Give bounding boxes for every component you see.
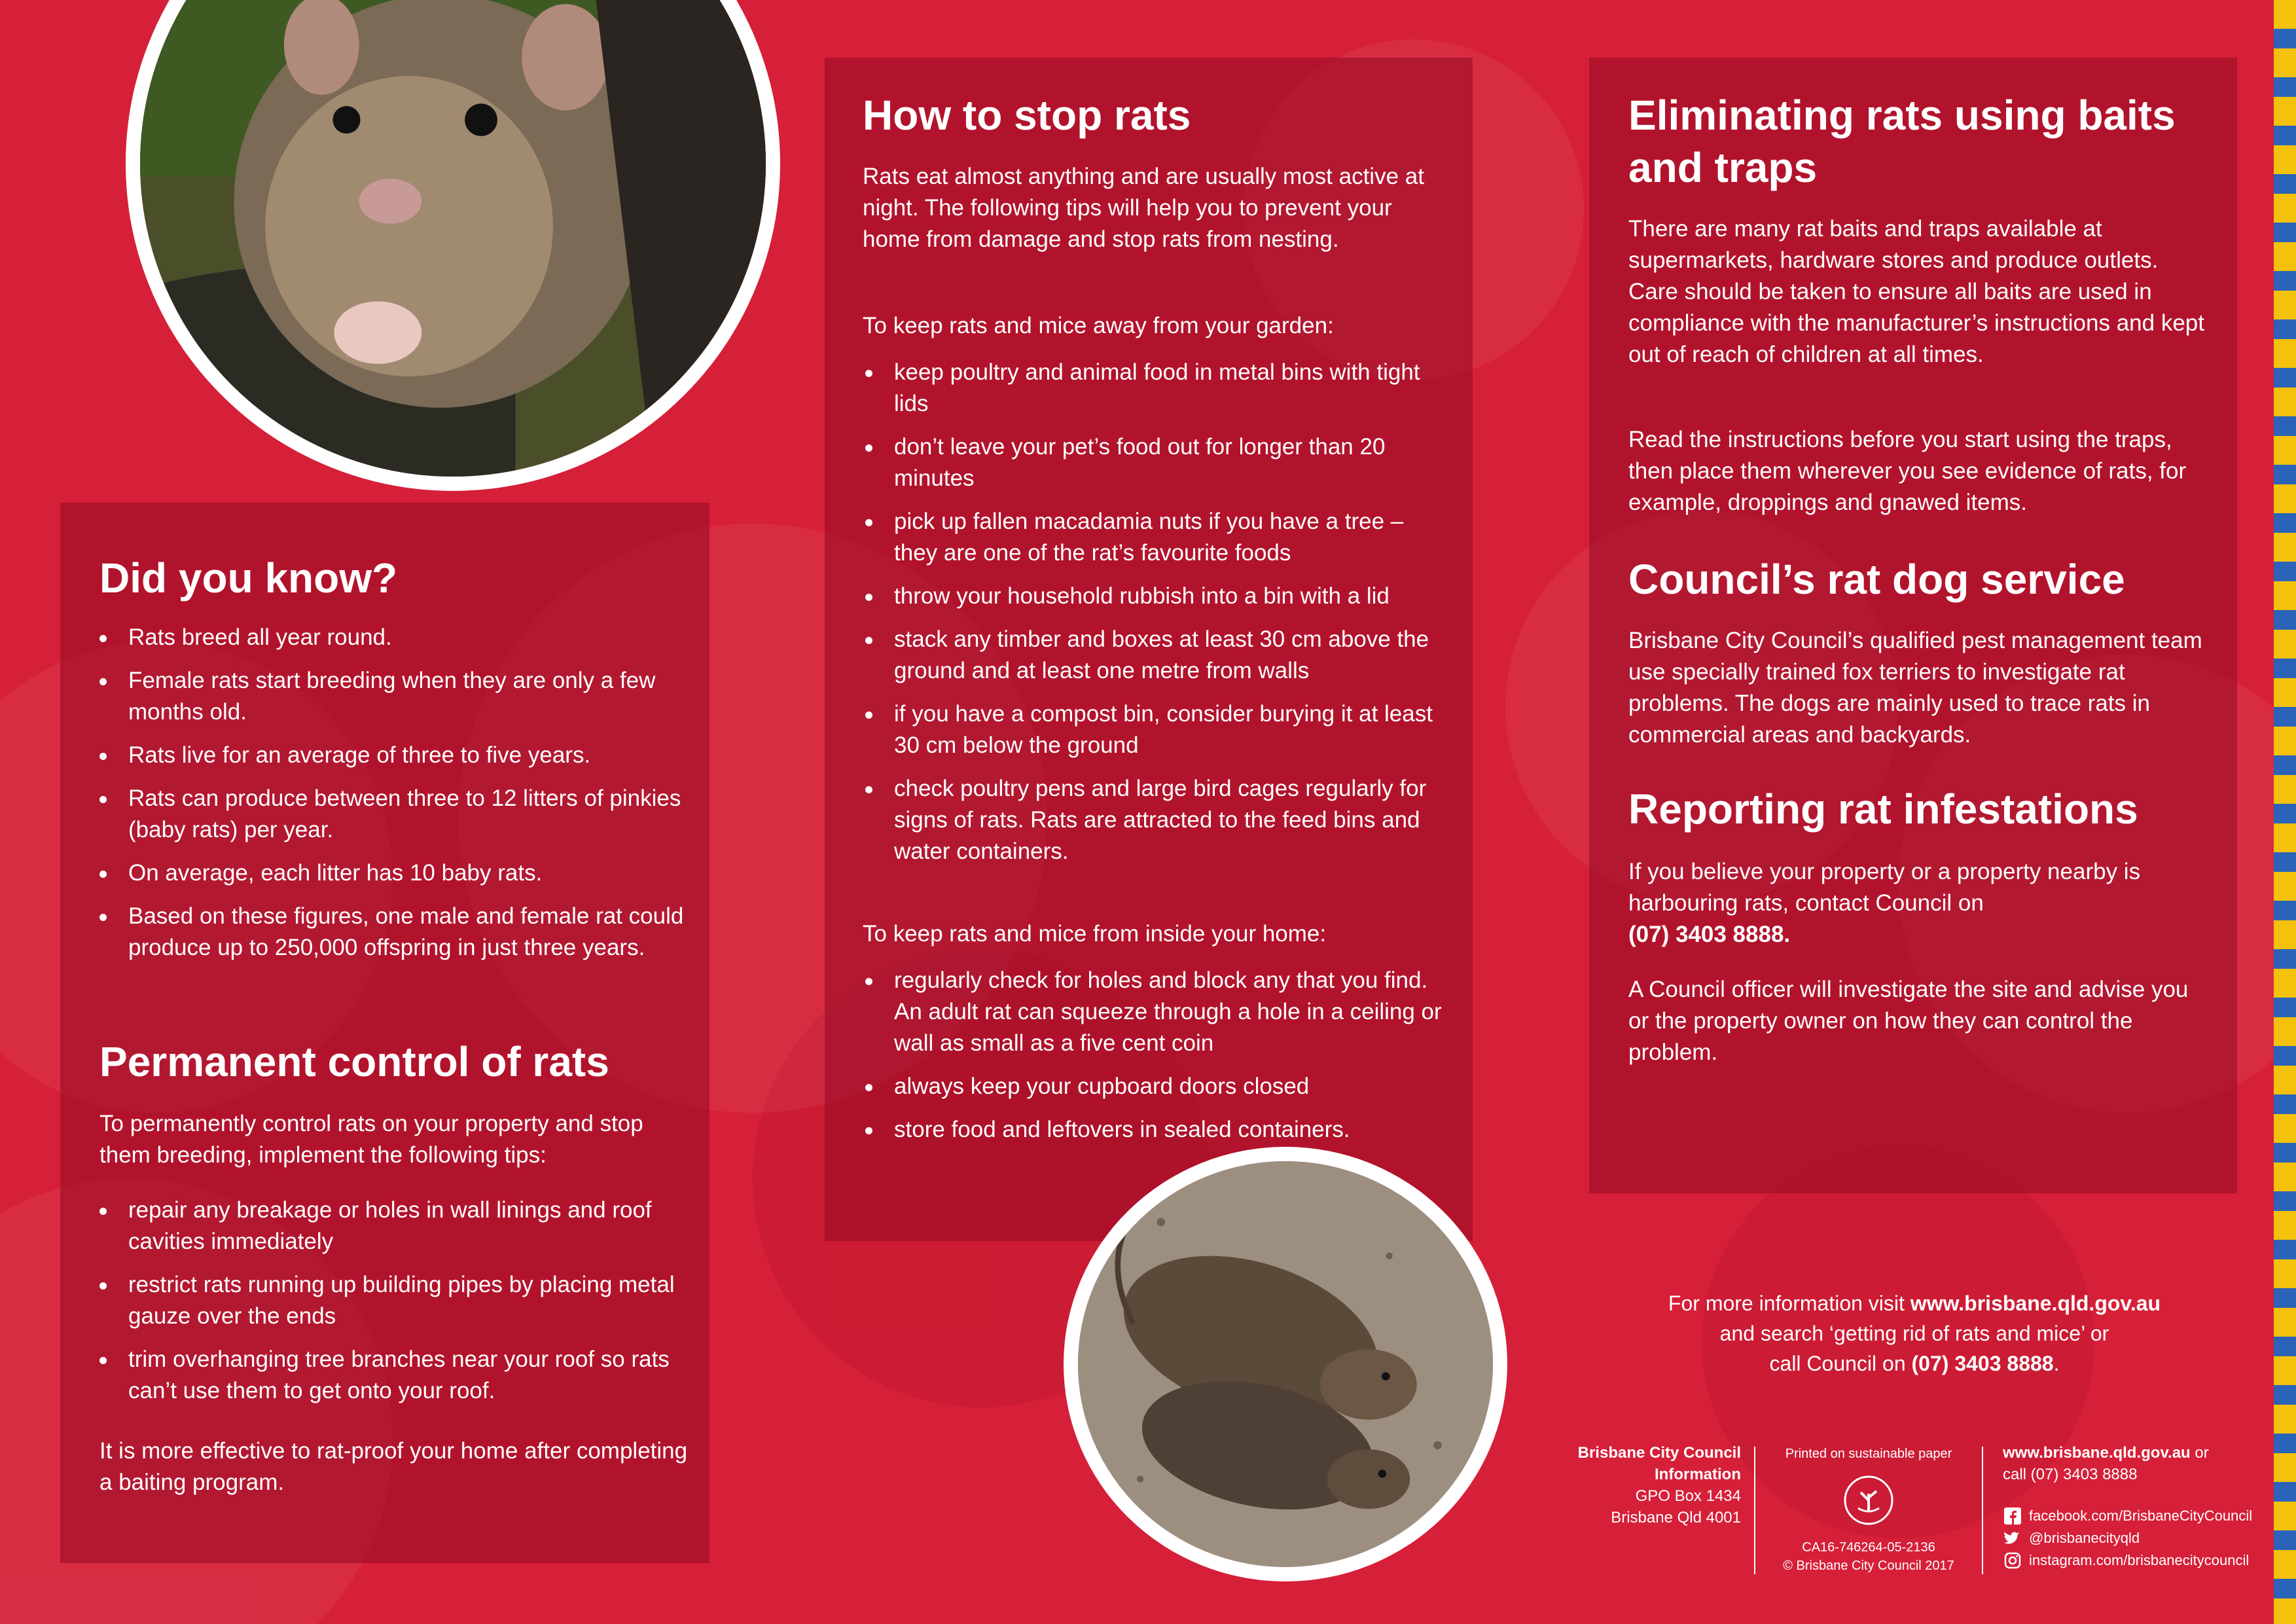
po-box: GPO Box 1434: [1635, 1487, 1741, 1505]
web-contact: [2003, 1442, 2265, 1485]
eliminating-p1: There are many rat baits and traps available at supermarkets, hardware stores and produce outlets. Care should be taken to ensure all baits are used in compliance with the manufacturer’s instructions and kept out of reach of children at all times.: [1628, 216, 2204, 367]
eliminating-p2: Read the instructions before you start using the traps, then place them wherever you see evidence of rats, for example, droppings and gnawed items.: [1628, 427, 2187, 515]
list-item: keep poultry and animal food in metal bins with tight lids: [863, 357, 1452, 420]
more-info-end: .: [2053, 1352, 2060, 1375]
list-item: throw your household rubbish into a bin with a lid: [863, 581, 1452, 612]
list-item: pick up fallen macadamia nuts if you have a tree – they are one of the rat’s favourite foods: [863, 506, 1452, 569]
web-or: or: [2195, 1444, 2209, 1462]
list-item: trim overhanging tree branches near your roof so rats can’t use them to get onto your roof.: [97, 1344, 686, 1407]
instagram-link[interactable]: [2004, 1550, 2249, 1571]
how-to-stop-intro: Rats eat almost anything and are usually most active at night. The following tips will help you to prevent your home from damage and stop rats from nesting.: [863, 164, 1424, 252]
list-item: Based on these figures, one male and female rat could produce up to 250,000 offspring in just three years.: [97, 901, 686, 964]
facebook-icon: [2004, 1507, 2021, 1525]
did-you-know-heading: Did you know?: [99, 554, 398, 602]
home-label: To keep rats and mice from inside your home:: [863, 921, 1327, 947]
forestry-logo-icon: [1842, 1474, 1895, 1526]
list-item: if you have a compost bin, consider burying it at least 30 cm below the ground: [863, 698, 1452, 761]
more-info-text-2: and search ‘getting rid of rats and mice’ or: [1719, 1322, 2109, 1345]
instagram-handle: instagram.com/brisbanecitycouncil: [2029, 1552, 2250, 1568]
web-link[interactable]: www.brisbane.qld.gov.au: [2003, 1444, 2191, 1462]
brand-stripe: [2274, 0, 2296, 1624]
twitter-handle: @brisbanecityqld: [2029, 1530, 2140, 1546]
garden-tips-list: [863, 357, 1452, 879]
list-item: store food and leftovers in sealed containers.: [863, 1114, 1452, 1146]
call-text: call (07) 3403 8888: [2003, 1466, 2138, 1483]
reporting-p1: [1628, 856, 2211, 950]
list-item: Rats live for an average of three to five years.: [97, 740, 686, 771]
list-item: Female rats start breeding when they are only a few months old.: [97, 665, 686, 728]
list-item: stack any timber and boxes at least 30 cm above the ground and at least one metre from walls: [863, 624, 1452, 687]
printed-text: Printed on sustainable paper: [1785, 1447, 1952, 1461]
more-info-text: For more information visit: [1668, 1291, 1905, 1315]
list-item: Rats breed all year round.: [97, 622, 686, 653]
city: Brisbane Qld 4001: [1611, 1509, 1741, 1526]
twitter-link[interactable]: [2004, 1528, 2140, 1549]
list-item: always keep your cupboard doors closed: [863, 1071, 1452, 1102]
list-item: check poultry pens and large bird cages regularly for signs of rats. Rats are attracted to the feed bins and water containers.: [863, 773, 1452, 867]
how-to-stop-heading: How to stop rats: [863, 92, 1191, 139]
permanent-control-intro: To permanently control rats on your property and stop them breeding, implement the following tips:: [99, 1111, 643, 1168]
facebook-handle: facebook.com/BrisbaneCityCouncil: [2029, 1507, 2253, 1524]
printed-block: [1764, 1443, 1973, 1465]
two-rats-photo: [1064, 1147, 1507, 1581]
footer-divider: [1982, 1447, 1983, 1574]
print-code-block: [1764, 1538, 1973, 1575]
more-info-block: [1590, 1288, 2238, 1379]
website-link[interactable]: www.brisbane.qld.gov.au: [1910, 1291, 2161, 1315]
instagram-icon: [2004, 1552, 2021, 1569]
phone-link[interactable]: (07) 3403 8888: [1911, 1352, 2054, 1375]
rat-dog-p1: Brisbane City Council’s qualified pest management team use specially trained fox terriers to investigate rat problems. The dogs are mainly used to trace rats in commercial areas and backyards.: [1628, 628, 2202, 748]
home-tips-list: [863, 965, 1452, 1157]
permanent-control-outro: It is more effective to rat-proof your home after completing a baiting program.: [99, 1438, 688, 1495]
org-sub: Information: [1655, 1466, 1741, 1483]
rat-dog-heading: Council’s rat dog service: [1628, 556, 2125, 603]
council-address: [1545, 1442, 1741, 1528]
list-item: don’t leave your pet’s food out for longer than 20 minutes: [863, 431, 1452, 494]
more-info-text-3: call Council on: [1769, 1352, 1906, 1375]
reporting-text: If you believe your property or a property nearby is harbouring rats, contact Council on: [1628, 859, 2141, 916]
reporting-phone[interactable]: (07) 3403 8888.: [1628, 922, 1791, 947]
copyright: © Brisbane City Council 2017: [1783, 1559, 1954, 1573]
org-name: Brisbane City Council: [1577, 1444, 1741, 1462]
twitter-icon: [2004, 1530, 2021, 1547]
list-item: repair any breakage or holes in wall linings and roof cavities immediately: [97, 1195, 686, 1257]
list-item: On average, each litter has 10 baby rats.: [97, 857, 686, 889]
list-item: restrict rats running up building pipes by placing metal gauze over the ends: [97, 1269, 686, 1332]
permanent-control-list: [97, 1195, 686, 1418]
permanent-control-heading: Permanent control of rats: [99, 1038, 609, 1085]
did-you-know-list: [97, 622, 686, 975]
reporting-p2: A Council officer will investigate the site and advise you or the property owner on how they can control the problem.: [1628, 977, 2189, 1065]
eliminating-heading: Eliminating rats using baits and traps: [1628, 92, 2176, 191]
facebook-link[interactable]: [2004, 1506, 2252, 1526]
footer-divider: [1754, 1447, 1755, 1574]
print-code: CA16-746264-05-2136: [1802, 1540, 1935, 1555]
garden-label: To keep rats and mice away from your garden:: [863, 313, 1334, 338]
list-item: regularly check for holes and block any that you find. An adult rat can squeeze through a hole in a ceiling or wall as small as a five cent coin: [863, 965, 1452, 1059]
list-item: Rats can produce between three to 12 litters of pinkies (baby rats) per year.: [97, 783, 686, 846]
reporting-heading: Reporting rat infestations: [1628, 785, 2138, 833]
